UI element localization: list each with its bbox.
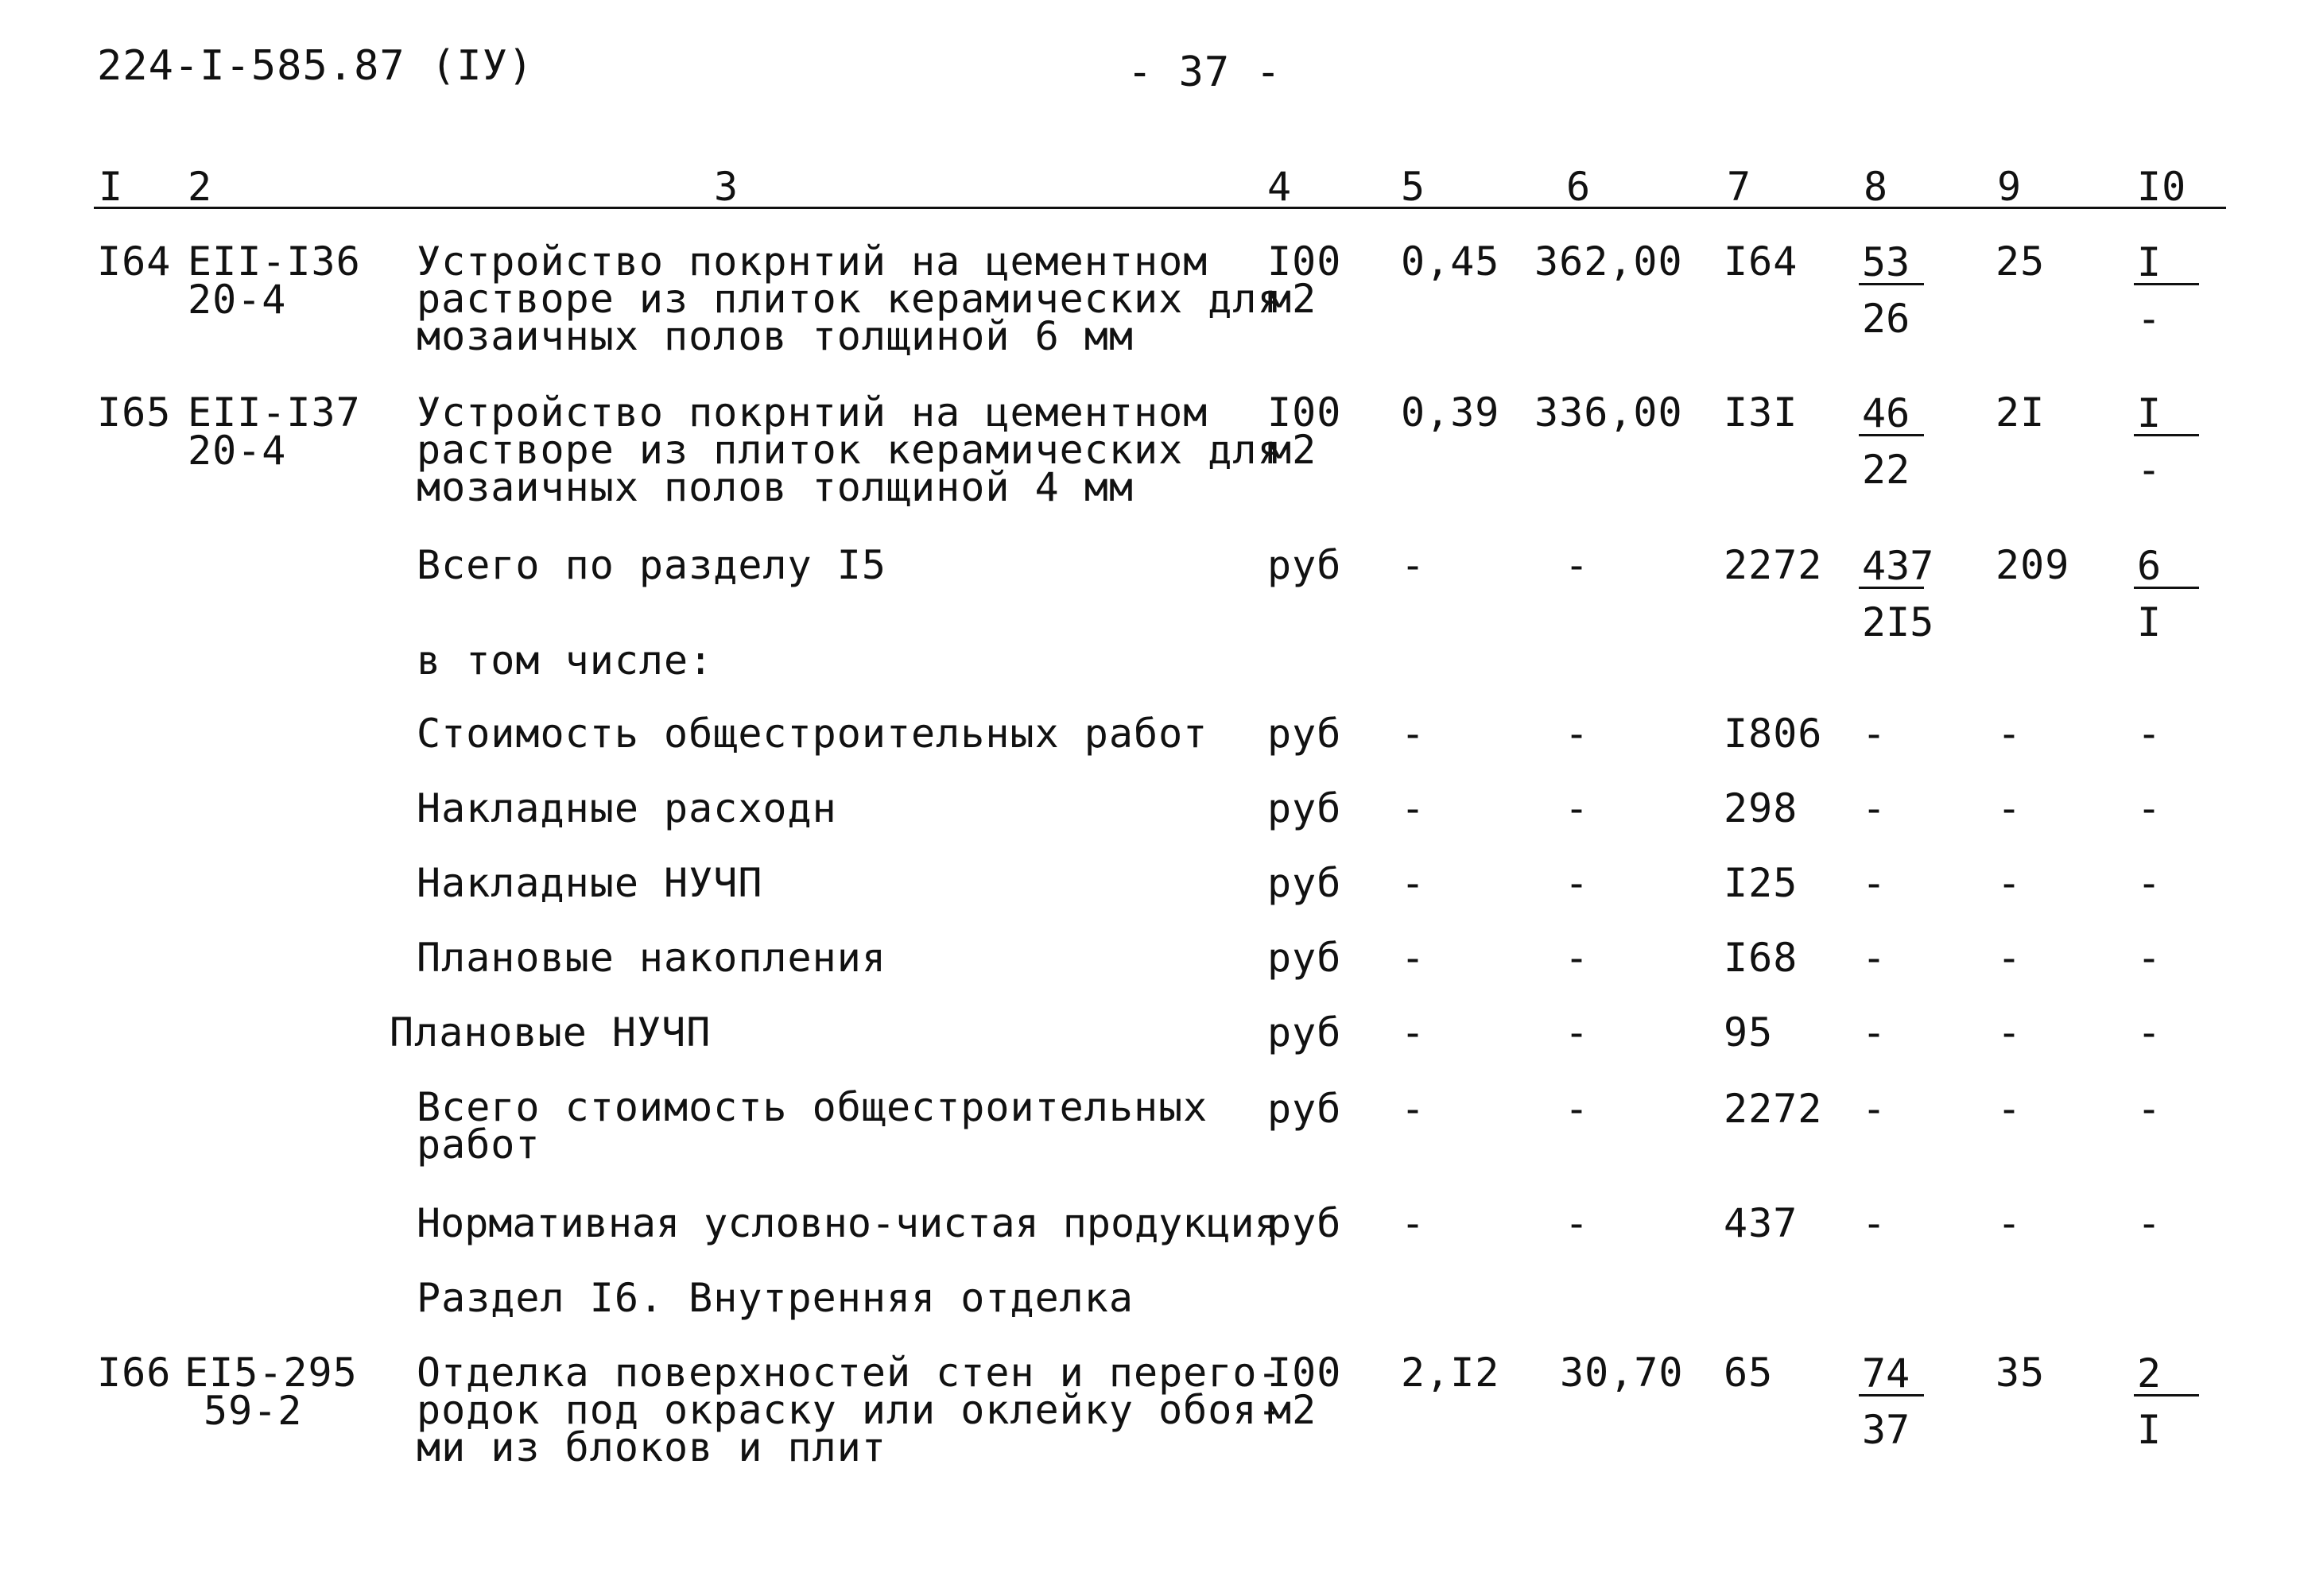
row-description: Плановые НУЧП	[390, 1009, 712, 1056]
column-header-6: 6	[1566, 164, 1592, 210]
section-title: Раздел I6. Внутренняя отделка	[417, 1275, 1134, 1321]
col8-value: -	[1862, 1200, 1887, 1246]
row-description: Плановые накопления	[417, 935, 886, 981]
including-label: в том числе:	[417, 637, 714, 684]
document-code: 224-I-585.87 (IУ)	[97, 42, 534, 90]
fraction-denominator: 22	[1862, 447, 1910, 493]
column-header-10: I0	[2137, 164, 2187, 210]
fraction-numerator: 6	[2134, 545, 2199, 589]
row-description: Накладные расходн	[417, 785, 837, 831]
col9-value: -	[1997, 785, 2023, 831]
col6-value: -	[1565, 785, 1590, 831]
page-number: - 37 -	[1127, 48, 1282, 96]
column-header-9: 9	[1997, 164, 2023, 210]
fraction-denominator: I	[2137, 1407, 2162, 1453]
col6-value: -	[1565, 1086, 1590, 1132]
fraction-col10	[2134, 545, 2207, 643]
col8-value: -	[1862, 935, 1887, 981]
col9-value: -	[1997, 1086, 2023, 1132]
unit: руб	[1267, 1086, 1342, 1132]
col8-value: -	[1862, 711, 1887, 757]
column-header-1: I	[99, 164, 124, 210]
col9-value: -	[1997, 711, 2023, 757]
fraction-numerator: 53	[1859, 242, 1924, 285]
fraction-col8	[1859, 390, 1932, 493]
unit: руб	[1267, 711, 1342, 757]
fraction-denominator: -	[2137, 447, 2162, 493]
fraction-col10	[2134, 390, 2207, 493]
header-rule	[94, 207, 2226, 209]
col9-value: -	[1997, 935, 2023, 981]
fraction-col8	[1859, 1350, 1932, 1453]
col6-value: -	[1565, 542, 1590, 588]
row-description: Стоимость общестроительных работ	[417, 711, 1208, 757]
total-cost: 65	[1724, 1350, 1774, 1396]
col10-value: -	[2137, 1009, 2162, 1056]
col9-value: 35	[1996, 1350, 2046, 1396]
col6-value: -	[1565, 711, 1590, 757]
fraction-numerator: 2	[2134, 1353, 2199, 1396]
col9-value: -	[1997, 1009, 2023, 1056]
total-cost: 95	[1724, 1009, 1774, 1056]
col8-value: -	[1862, 785, 1887, 831]
column-header-7: 7	[1727, 164, 1752, 210]
total-cost: I68	[1724, 935, 1798, 981]
unit: руб	[1267, 785, 1342, 831]
norm-code-sub: 20-4	[188, 277, 287, 323]
col10-value: -	[2137, 785, 2162, 831]
norm-code: EII-I37	[188, 389, 361, 436]
unit: руб	[1267, 542, 1342, 588]
row-number: I64	[97, 238, 172, 285]
quantity: 0,39	[1401, 389, 1500, 436]
total-cost: I25	[1724, 860, 1798, 906]
norm-code: EI5-295	[184, 1350, 358, 1396]
col5-value: -	[1401, 860, 1426, 906]
col8-value: -	[1862, 1009, 1887, 1056]
col8-value: -	[1862, 1086, 1887, 1132]
fraction-numerator: 74	[1859, 1353, 1924, 1396]
fraction-col10	[2134, 239, 2207, 342]
col5-value: -	[1401, 542, 1426, 588]
col5-value: -	[1401, 785, 1426, 831]
col5-value: -	[1401, 1086, 1426, 1132]
col10-value: -	[2137, 1086, 2162, 1132]
fraction-numerator: I	[2134, 242, 2199, 285]
col5-value: -	[1401, 935, 1426, 981]
col10-value: -	[2137, 1200, 2162, 1246]
fraction-col10	[2134, 1350, 2207, 1453]
unit-cost: 362,00	[1534, 238, 1683, 285]
fraction-numerator: 437	[1859, 545, 1924, 589]
row-description: Накладные НУЧП	[417, 860, 763, 906]
unit: руб	[1267, 860, 1342, 906]
unit-cost: 30,70	[1560, 1350, 1684, 1396]
column-header-4: 4	[1267, 164, 1293, 210]
work-description: Устройство покрнтий на цементном растворе из плиток керамических для мозаичных полов толщиной 6 мм	[417, 238, 1282, 359]
unit: I00 м2	[1267, 389, 1342, 473]
fraction-denominator: 37	[1862, 1407, 1910, 1453]
col5-value: -	[1401, 1200, 1426, 1246]
col8-value: -	[1862, 860, 1887, 906]
column-header-2: 2	[188, 164, 213, 210]
total-cost: 298	[1724, 785, 1798, 831]
unit-cost: 336,00	[1534, 389, 1683, 436]
quantity: 2,I2	[1401, 1350, 1500, 1396]
col6-value: -	[1565, 860, 1590, 906]
col6-value: -	[1565, 1009, 1590, 1056]
column-header-5: 5	[1401, 164, 1426, 210]
unit: I00 м2	[1267, 238, 1342, 322]
column-header-8: 8	[1864, 164, 1889, 210]
column-header-3: 3	[714, 164, 739, 210]
unit: руб	[1267, 935, 1342, 981]
norm-code: EII-I36	[188, 238, 361, 285]
row-number: I66	[97, 1350, 172, 1396]
total-cost: 2272	[1724, 1086, 1823, 1132]
fraction-numerator: 46	[1859, 393, 1924, 436]
fraction-denominator: -	[2137, 296, 2162, 342]
norm-code-sub: 59-2	[204, 1388, 303, 1434]
col6-value: -	[1565, 1200, 1590, 1246]
unit: I00 м2	[1267, 1350, 1342, 1433]
fraction-denominator: I	[2137, 599, 2162, 645]
col9-value: 25	[1996, 238, 2046, 285]
total-cost: I806	[1724, 711, 1823, 757]
col6-value: -	[1565, 935, 1590, 981]
col10-value: -	[2137, 860, 2162, 906]
col10-value: -	[2137, 711, 2162, 757]
col9-value: -	[1997, 860, 2023, 906]
fraction-col8	[1859, 545, 1932, 643]
work-description: Устройство покрнтий на цементном растворе из плиток керамических для мозаичных полов толщиной 4 мм	[417, 389, 1282, 510]
unit: руб	[1267, 1009, 1342, 1056]
fraction-numerator: I	[2134, 393, 2199, 436]
total-cost: 437	[1724, 1200, 1798, 1246]
total-cost: 2272	[1724, 542, 1823, 588]
row-description: Всего по разделу I5	[417, 542, 886, 588]
work-description: Отделка поверхностей стен и перего- родок под окраску или оклейку обоя- ми из блоков и плит	[417, 1350, 1282, 1470]
fraction-col8	[1859, 239, 1932, 342]
unit: руб	[1267, 1200, 1342, 1246]
col5-value: -	[1401, 711, 1426, 757]
row-description: Всего стоимость общестроительных работ	[417, 1084, 1208, 1168]
quantity: 0,45	[1401, 238, 1500, 285]
col9-value: 2I	[1996, 389, 2046, 436]
col9-value: 209	[1996, 542, 2070, 588]
row-description: Нормативная условно-чистая продукция	[417, 1200, 1278, 1246]
total-cost: I3I	[1724, 389, 1798, 436]
row-number: I65	[97, 389, 172, 436]
col5-value: -	[1401, 1009, 1426, 1056]
norm-code-sub: 20-4	[188, 428, 287, 474]
fraction-denominator: 26	[1862, 296, 1910, 342]
total-cost: I64	[1724, 238, 1798, 285]
col9-value: -	[1997, 1200, 2023, 1246]
col10-value: -	[2137, 935, 2162, 981]
fraction-denominator: 2I5	[1862, 599, 1934, 645]
